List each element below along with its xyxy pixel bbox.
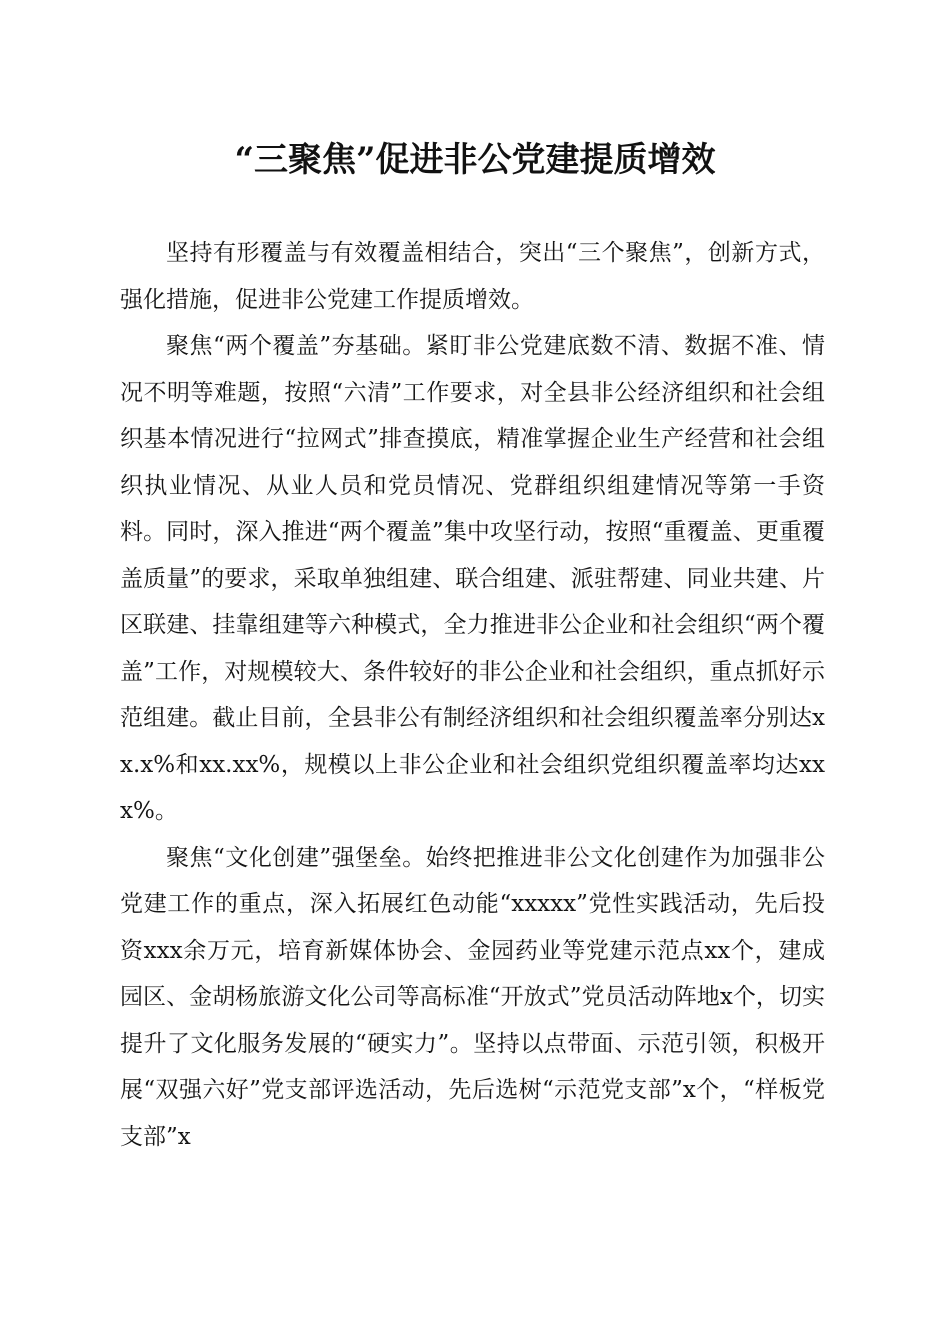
paragraph-intro: 坚持有形覆盖与有效覆盖相结合，突出“三个聚焦”，创新方式，强化措施，促进非公党建工作提质增效。: [120, 240, 825, 313]
paragraph-two-coverage: 聚焦“两个覆盖”夯基础。紧盯非公党建底数不清、数据不准、情况不明等难题，按照“六清”工作要求，对全县非公经济组织和社会组织基本情况进行“拉网式”排查摸底，精准掌握企业生产经营和社会组织执业情况、从业人员和党员情况、党群组织组建情况等第一手资料。同时，深入推进“两个覆盖”集中攻坚行动，按照“重覆盖、更重覆盖质量”的要求，采取单独组建、联合组建、派驻帮建、同业共建、片区联建、挂靠组建等六种模式，全力推进非公企业和社会组织“两个覆盖”工作，对规模较大、条件较好的非公企业和社会组织，重点抓好示范组建。截止目前，全县非公有制经济组织和社会组织覆盖率分别达xx.x%和xx.xx%，规模以上非公企业和社会组织党组织覆盖率均达xxx%。: [120, 333, 825, 824]
document-title: “三聚焦”促进非公党建提质增效: [234, 140, 716, 180]
paragraph-culture-creation: 聚焦“文化创建”强堡垒。始终把推进非公文化创建作为加强非公党建工作的重点，深入拓展红色动能“xxxxx”党性实践活动，先后投资xxx余万元，培育新媒体协会、金园药业等党建示范点xx个，建成园区、金胡杨旅游文化公司等高标准“开放式”党员活动阵地x个，切实提升了文化服务发展的“硬实力”。坚持以点带面、示范引领，积极开展“双强六好”党支部评选活动，先后选树“示范党支部”x个，“样板党支部”x: [120, 844, 825, 1150]
document-body: [120, 230, 825, 1160]
